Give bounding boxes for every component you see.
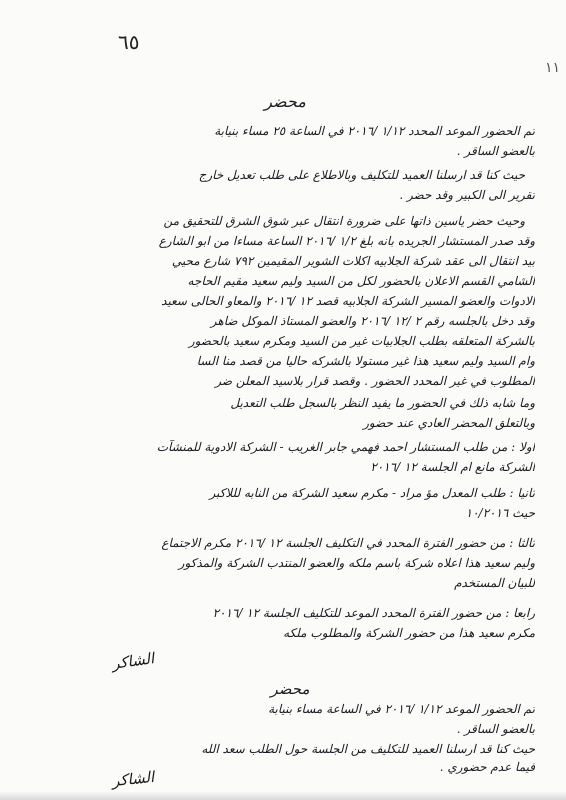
text-line-22: للبيان المستخدم (454, 576, 535, 590)
text-line-20: ثالثا : من حضور الفترة المحدد في التكليف الجلسة ١٢ /٢٠١٦ مكرم الاجتماع (161, 536, 535, 550)
text-line-26: بالعضو الساقر . (456, 722, 535, 736)
text-line-15: وبالتعلق المحضر العادي عند حضور (363, 416, 535, 430)
text-line-23: رابعا : من حضور الفترة المحدد الموعد للتكليف الجلسة ١٢ /٢٠١٦ (212, 606, 535, 620)
text-line-14: وما شابه ذلك في الحضور ما يفيد النظر بالسجل طلب التعديل (230, 396, 535, 410)
text-line-7: بيد انتقال الى عقد شركة الجلابيه اكلات الشوير المقيمين ٧٩٢ شارع محيي (171, 254, 535, 268)
signature-1: الشاكر (110, 649, 156, 673)
text-line-24: مكرم سعيد هذا من حضور الشركة والمطلوب ملكه (283, 626, 535, 640)
text-line-8: الشامي القسم الاعلان بالحضور لكل من السيد وليم سعيد مقيم الحاجه (187, 274, 535, 288)
signature-2: الشاكر (111, 767, 155, 791)
text-line-16: اولا : من طلب المستشار احمد فهمي جابر الغريب - الشركة الادوية للمنشآت (156, 440, 535, 454)
text-line-12: وام السيد وليم سعيد هذا غير مستولا بالشركه حاليا من قصد منا السا (196, 354, 535, 368)
text-line-19: حيث ١٠/٢٠١٦ (465, 506, 535, 520)
text-line-1: تم الحضور الموعد المحدد ١/١٢ /٢٠١٦ في الساعة ٢٥ مساء بنيابة (214, 124, 535, 138)
text-line-9: الادوات والعضو المسير الشركة الجلابيه قصد ١٢ /٢٠١٦ والمعاو الحالى سعيد (161, 294, 535, 308)
text-line-2: بالعضو الساقر . (456, 144, 535, 158)
page-number: ٦٥ (118, 30, 140, 54)
margin-mark: ١١ (545, 60, 561, 76)
minutes-title-1: محضر (264, 92, 306, 111)
text-line-10: وقد دخل بالجلسه رقم ٢ /١٢ /٢٠١٦ والعضو المستاذ الموكل ضاهر (210, 314, 535, 328)
page-edge-shadow (0, 790, 566, 800)
text-line-25: تم الحضور الموعد ١/١٢ /٢٠١٦ في الساعة مساء بنيابة (268, 702, 535, 716)
text-line-3: حيث كنا قد ارسلنا العميد للتكليف وبالاطلاع على طلب تعديل خارج (198, 168, 525, 182)
text-line-17: الشركة مانع ام الجلسة ١٢ /٢٠١٦ (370, 460, 535, 474)
text-line-5: وحيث حضر ياسين ذاتها على ضرورة انتقال عبر شوق الشرق للتحقيق من (163, 214, 525, 228)
text-line-6: وقد صدر المستشار الجريده بانه بلغ ١/٢ /٢٠١٦ الساعة مساءا من ابو الشارع (158, 234, 535, 248)
text-line-13: المطلوب في غير المحدد الحضور . وقصد قرار بلاسيد المعلن ضر (215, 374, 535, 388)
text-line-4: تقرير الى الكبير وقد حضر . (399, 188, 535, 202)
text-line-18: ثانيا : طلب المعدل مؤ مراد - مكرم سعيد الشركة من النابه لللاكبر (209, 486, 535, 500)
minutes-title-2: محضر (270, 680, 310, 698)
text-line-21: وليم سعيد هذا اعلاه شركة باسم ملكه والعضو المنتدب الشركة والمذكور (178, 556, 535, 570)
text-line-11: بالشركة المتعلقه بطلب الجلابيات غير من السيد ومكرم سعيد بالحضور (188, 334, 535, 348)
text-line-27: حيث كنا قد ارسلنا العميد للتكليف من الجلسة حول الطلب سعد الله (201, 742, 535, 756)
text-line-28: فيما عدم حضوري . (439, 760, 535, 774)
